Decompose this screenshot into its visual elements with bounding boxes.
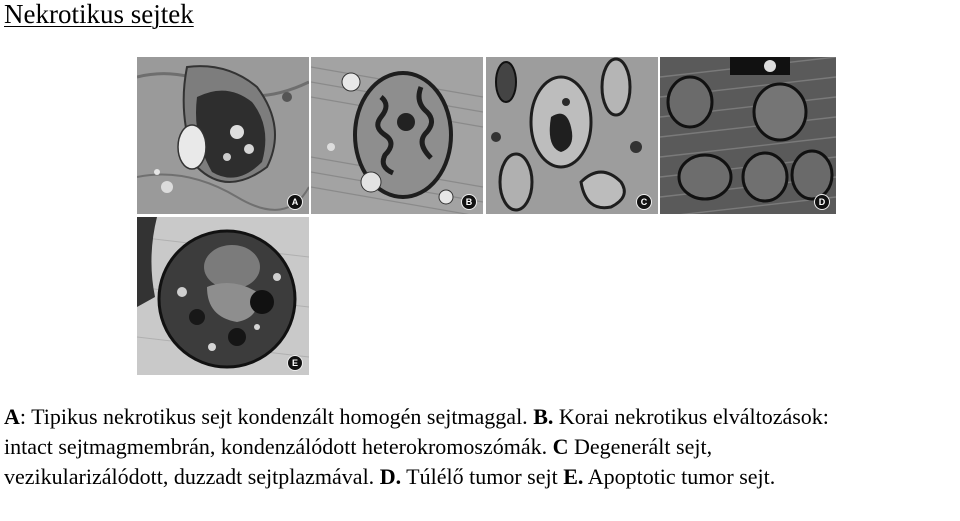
- caption-text-e: Apoptotic tumor sejt.: [583, 464, 776, 489]
- micrograph-panel-d: [660, 57, 836, 214]
- panel-letter-badge: D: [814, 194, 830, 210]
- panel-letter-badge: C: [636, 194, 652, 210]
- figure-caption: [4, 402, 960, 492]
- caption-line-2: [4, 432, 960, 462]
- micrograph-panel-e: [137, 217, 309, 375]
- caption-label-d: D.: [379, 464, 402, 489]
- caption-line-1: [4, 402, 960, 432]
- panel-letter-badge: A: [287, 194, 303, 210]
- caption-text-b-cont: intact sejtmagmembrán, kondenzálódott heterokromoszómák.: [4, 434, 553, 459]
- caption-label-c: C: [552, 434, 569, 459]
- micrograph-cell-a-icon: [137, 57, 309, 214]
- caption-text-d: Túlélő tumor sejt: [401, 464, 564, 489]
- panel-letter-badge: E: [287, 355, 303, 371]
- caption-label-e: E.: [563, 464, 584, 489]
- micrograph-panel-b: [311, 57, 483, 214]
- caption-text-c-cont: vezikularizálódott, duzzadt sejtplazmával.: [4, 464, 380, 489]
- micrograph-cell-b-icon: [311, 57, 483, 214]
- caption-line-3: [4, 462, 960, 492]
- caption-text-b: Korai nekrotikus elváltozások:: [553, 404, 829, 429]
- caption-label-b: B.: [533, 404, 554, 429]
- micrograph-cell-d-icon: [660, 57, 836, 214]
- micrograph-panel-a: [137, 57, 309, 214]
- micrograph-cell-c-icon: [486, 57, 658, 214]
- caption-text-a: : Tipikus nekrotikus sejt kondenzált homogén sejtmaggal.: [19, 404, 534, 429]
- micrograph-panel-c: [486, 57, 658, 214]
- page-title: Nekrotikus sejtek: [4, 0, 194, 29]
- caption-label-a: A: [4, 404, 20, 429]
- panel-letter-badge: B: [461, 194, 477, 210]
- caption-text-c: Degenerált sejt,: [568, 434, 713, 459]
- micrograph-cell-e-icon: [137, 217, 309, 375]
